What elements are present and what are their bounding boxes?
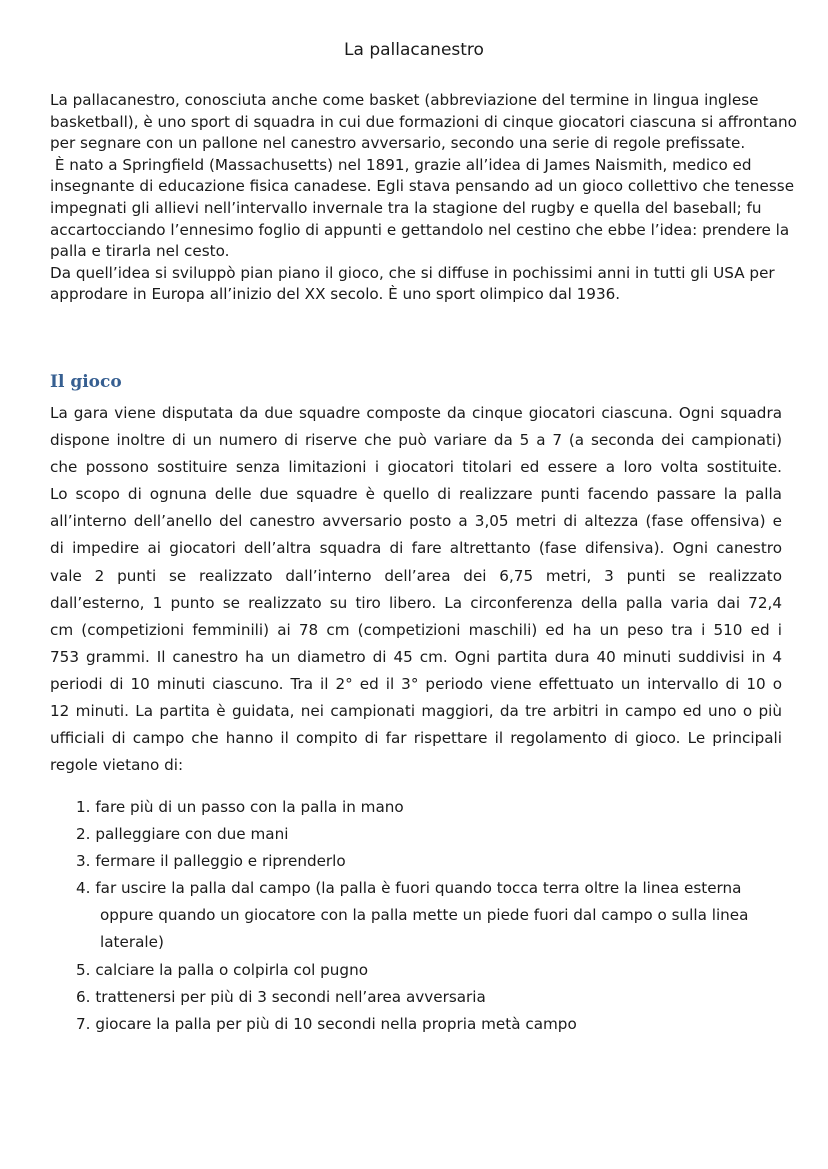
text-line: La gara viene disputata da due squadre composte da cinque giocatori ciascuna. Ogni squadra — [50, 404, 782, 422]
list-item: 7. giocare la palla per più di 10 secondi nella propria metà campo — [76, 1014, 577, 1033]
text-line: Lo scopo di ognuna delle due squadre è quello di realizzare punti facendo passare la palla — [50, 485, 782, 504]
text-line: La pallacanestro, conosciuta anche come basket (abbreviazione del termine in lingua inglese — [50, 91, 759, 109]
text-line: di impedire ai giocatori dell’altra squadra di fare altrettanto (fase difensiva). Ogni canestro — [50, 539, 782, 558]
list-item: 4. far uscire la palla dal campo (la palla è fuori quando tocca terra oltre la linea esterna — [76, 879, 742, 898]
list-item: 2. palleggiare con due mani — [76, 825, 289, 844]
text-line: 753 grammi. Il canestro ha un diametro di 45 cm. Ogni partita dura 40 minuti suddivisi in 4 — [50, 647, 782, 666]
list-item: 5. calciare la palla o colpirla col pugno — [76, 960, 368, 979]
text-line: accartocciando l’ennesimo foglio di appunti e gettandolo nel cestino che ebbe l’idea: prendere la — [50, 220, 790, 239]
text-line: ufficiali di campo che hanno il compito di far rispettare il regolamento di gioco. Le principali — [50, 729, 782, 748]
text-line: cm (competizioni femminili) ai 78 cm (competizioni maschili) ed ha un peso tra i 510 ed i — [50, 620, 782, 639]
text-line: impegnati gli allievi nell’intervallo invernale tra la stagione del rugby e quella del baseball; fu — [50, 198, 762, 217]
text-line: dispone inoltre di un numero di riserve che può variare da 5 a 7 (a seconda dei campionati) — [50, 431, 782, 450]
text-line: palla e tirarla nel cesto. — [50, 242, 230, 261]
text-line: vale 2 punti se realizzato dall’interno dell’area dei 6,75 metri, 3 punti se realizzato — [50, 566, 782, 585]
text-line: per segnare con un pallone nel canestro avversario, secondo una serie di regole prefissate. — [50, 134, 746, 153]
section-heading: Il gioco — [50, 372, 122, 392]
list-item-continuation: oppure quando un giocatore con la palla mette un piede fuori dal campo o sulla linea — [100, 906, 749, 925]
rules-list — [76, 794, 796, 1038]
list-item: 1. fare più di un passo con la palla in mano — [76, 798, 404, 816]
text-line: 12 minuti. La partita è guidata, nei campionati maggiori, da tre arbitri in campo ed uno o più — [50, 702, 782, 721]
text-line: periodi di 10 minuti ciascuno. Tra il 2° ed il 3° periodo viene effettuato un intervallo di 10 o — [50, 674, 782, 693]
text-line: basketball), è uno sport di squadra in cui due formazioni di cinque giocatori ciascuna si affrontano — [50, 112, 797, 131]
text-line: approdare in Europa all’inizio del XX secolo. È uno sport olimpico dal 1936. — [50, 285, 621, 304]
list-item: 6. trattenersi per più di 3 secondi nell’area avversaria — [76, 987, 486, 1006]
list-item: 3. fermare il palleggio e riprenderlo — [76, 852, 346, 871]
list-item-continuation: laterale) — [100, 933, 164, 952]
text-line: regole vietano di: — [50, 756, 184, 775]
intro-paragraph — [50, 90, 820, 306]
text-line: all’interno dell’anello del canestro avversario posto a 3,05 metri di altezza (fase offensiva) e — [50, 512, 782, 531]
section-paragraph — [50, 400, 782, 779]
text-line: dall’esterno, 1 punto se realizzato su tiro libero. La circonferenza della palla varia dai 72,4 — [50, 593, 782, 612]
document-title: La pallacanestro — [344, 40, 484, 60]
text-line: insegnante di educazione fisica canadese. Egli stava pensando ad un gioco collettivo che tenesse — [50, 177, 795, 196]
text-line: Da quell’idea si sviluppò pian piano il gioco, che si diffuse in pochissimi anni in tutti gli USA per — [50, 263, 775, 282]
text-line: che possono sostituire senza limitazioni i giocatori titolari ed essere a loro volta sostituite. — [50, 458, 782, 477]
text-line: È nato a Springfield (Massachusetts) nel 1891, grazie all’idea di James Naismith, medico ed — [50, 155, 752, 174]
